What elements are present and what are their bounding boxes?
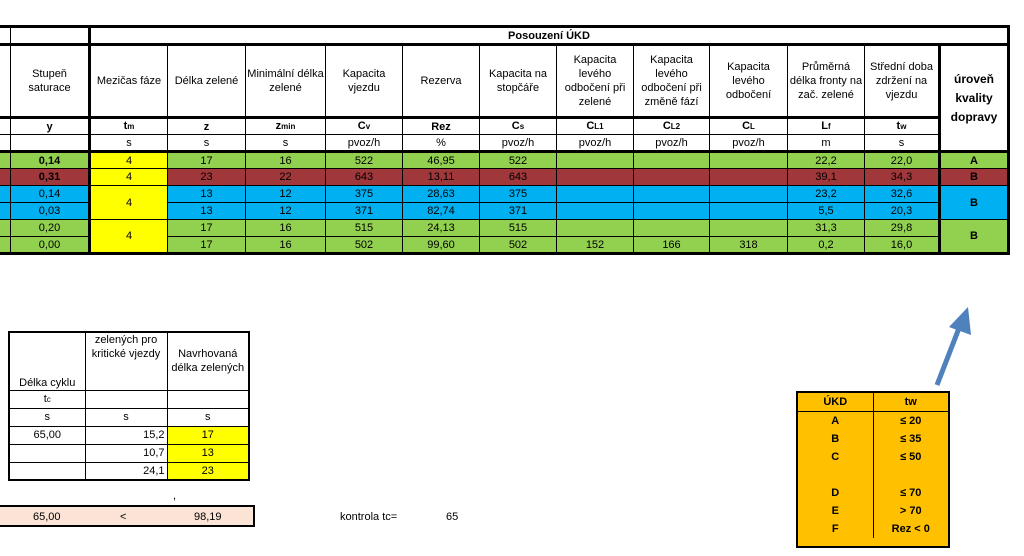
check-value: 65 — [446, 511, 459, 523]
cell-lf[interactable]: 31,3 — [788, 220, 865, 237]
cell-zmin[interactable]: 16 — [246, 152, 326, 169]
cell-critical[interactable]: 10,7 — [85, 444, 167, 462]
symbol-sub: c — [46, 394, 51, 404]
symbol-cv[interactable] — [326, 118, 403, 135]
cell-cl[interactable] — [710, 186, 788, 203]
cell[interactable] — [0, 203, 11, 220]
cell-y[interactable]: 0,00 — [11, 237, 90, 254]
cell[interactable] — [0, 45, 11, 118]
cell-rez[interactable]: 46,95 — [403, 152, 480, 169]
cell[interactable] — [167, 390, 249, 408]
comma-mark: , — [173, 490, 177, 502]
cell-cs[interactable]: 643 — [480, 169, 557, 186]
cell-cl[interactable] — [710, 220, 788, 237]
table-row — [0, 169, 1009, 186]
cell-cl1[interactable] — [557, 203, 634, 220]
symbol-z[interactable] — [168, 118, 246, 135]
header-min-green[interactable]: Minimální délka zelené — [246, 45, 326, 118]
symbol-sub: f — [828, 122, 831, 131]
cell-lf[interactable]: 23,2 — [788, 186, 865, 203]
unit-proposed[interactable]: s — [167, 408, 249, 426]
header-proposed-green[interactable]: Navrhovaná délka zelených — [167, 332, 249, 390]
cell-z[interactable]: 13 — [168, 186, 246, 203]
cell-cs[interactable]: 502 — [480, 237, 557, 254]
cell[interactable] — [9, 444, 85, 462]
cell-lf[interactable]: 0,2 — [788, 237, 865, 254]
symbol-text: y — [46, 120, 53, 133]
cell-cv[interactable]: 643 — [326, 169, 403, 186]
legend-value[interactable]: ≤ 35 — [873, 430, 948, 448]
cell-cs[interactable]: 515 — [480, 220, 557, 237]
cycle-length-table — [8, 331, 250, 481]
cell-tw[interactable]: 34,3 — [865, 169, 940, 186]
cell[interactable] — [0, 118, 11, 135]
symbol-sub: L — [750, 122, 755, 131]
header-stopline-capacity[interactable]: Kapacita na stopčáře — [480, 45, 557, 118]
arrow-up-right-icon — [925, 305, 975, 390]
cell[interactable] — [9, 462, 85, 480]
cell-lf[interactable]: 39,1 — [788, 169, 865, 186]
symbol-sub: L2 — [670, 122, 681, 131]
legend-level[interactable]: F — [831, 523, 839, 535]
cell-cl2[interactable] — [634, 220, 710, 237]
cell[interactable] — [0, 169, 11, 186]
legend-value[interactable]: ≤ 50 — [873, 448, 948, 466]
symbol-y[interactable] — [11, 118, 90, 135]
symbol-sub: s — [519, 122, 525, 131]
symbol-text: C — [586, 120, 595, 132]
legend-header-tw[interactable]: tw — [873, 393, 948, 412]
cell[interactable] — [85, 390, 167, 408]
cell-zmin[interactable]: 12 — [246, 203, 326, 220]
cell-cl[interactable]: 318 — [710, 237, 788, 254]
cell[interactable] — [0, 186, 11, 203]
cell[interactable] — [0, 135, 11, 152]
header-saturation[interactable]: Stupeň saturace — [11, 45, 90, 118]
ukd-assessment-table — [0, 25, 1010, 255]
level-cell[interactable]: B — [940, 186, 1009, 220]
table-row — [0, 152, 1009, 169]
cell-tw[interactable]: 32,6 — [865, 186, 940, 203]
cell-cl1[interactable] — [557, 220, 634, 237]
cell-rez[interactable]: 28,63 — [403, 186, 480, 203]
cell-cv[interactable]: 375 — [326, 186, 403, 203]
cell-cl[interactable] — [710, 169, 788, 186]
symbol-sub: L1 — [594, 122, 604, 131]
check-right-value[interactable]: 98,19 — [194, 511, 222, 523]
cell-rez[interactable]: 24,13 — [403, 220, 480, 237]
cell-z[interactable]: 17 — [168, 237, 246, 254]
unit-zmin[interactable]: s — [246, 135, 326, 152]
header-left-change[interactable]: Kapacita levého odbočení při změně fází — [634, 45, 710, 118]
symbol-cs[interactable] — [480, 118, 557, 135]
header-cycle-length[interactable]: Délka cyklu — [9, 332, 85, 390]
header-delay[interactable]: Střední doba zdržení na vjezdu — [865, 45, 940, 118]
symbol-tc[interactable] — [9, 390, 85, 408]
symbol-tm[interactable] — [90, 118, 168, 135]
cell[interactable] — [0, 27, 11, 45]
cycle-check-row — [0, 505, 255, 527]
legend-level[interactable]: E — [831, 505, 839, 517]
cell-z[interactable]: 13 — [168, 203, 246, 220]
cell-cv[interactable]: 371 — [326, 203, 403, 220]
table-row — [0, 220, 1009, 237]
symbol-text: L — [821, 120, 829, 132]
cell-rez[interactable]: 13,11 — [403, 169, 480, 186]
level-cell[interactable]: B — [940, 220, 1009, 254]
symbol-cl[interactable] — [710, 118, 788, 135]
unit-tm[interactable]: s — [90, 135, 168, 152]
unit-critical[interactable]: s — [85, 408, 167, 426]
header-reserve[interactable]: Rezerva — [403, 45, 480, 118]
cell-cv[interactable]: 522 — [326, 152, 403, 169]
cell-cl1[interactable] — [557, 152, 634, 169]
symbol-tw[interactable] — [865, 118, 940, 135]
unit-tw[interactable]: s — [865, 135, 940, 152]
cell-cl[interactable] — [710, 152, 788, 169]
cell-cs[interactable]: 522 — [480, 152, 557, 169]
symbol-lf[interactable] — [788, 118, 865, 135]
cell-lf[interactable]: 5,5 — [788, 203, 865, 220]
cell-cv[interactable]: 502 — [326, 237, 403, 254]
unit-cl2[interactable]: pvoz/h — [634, 135, 710, 152]
legend-header-level[interactable]: ÚKD — [798, 393, 873, 412]
arrow-head — [949, 307, 971, 335]
cell-cs[interactable]: 371 — [480, 203, 557, 220]
cell-cv[interactable]: 515 — [326, 220, 403, 237]
unit-lf[interactable]: m — [788, 135, 865, 152]
symbol-text: t — [123, 120, 128, 132]
cell-cl1[interactable] — [557, 169, 634, 186]
cell-tc[interactable]: 65,00 — [9, 426, 85, 444]
symbol-text: C — [357, 120, 366, 132]
level-cell[interactable]: B — [940, 169, 1009, 186]
legend-level[interactable] — [798, 466, 873, 484]
cell-cs[interactable]: 375 — [480, 186, 557, 203]
cell-tw[interactable]: 16,0 — [865, 237, 940, 254]
symbol-text: z — [203, 120, 210, 133]
symbol-text: C — [511, 120, 520, 132]
symbol-text: z — [275, 120, 282, 132]
symbol-sub: v — [365, 122, 371, 131]
cell-y[interactable]: 0,14 — [11, 186, 90, 203]
cell-lf[interactable]: 22,2 — [788, 152, 865, 169]
ukd-legend — [796, 391, 950, 548]
symbol-text: t — [43, 392, 47, 405]
legend-value[interactable]: > 70 — [873, 502, 948, 520]
header-critical-green[interactable]: zelených pro kritické vjezdy — [85, 332, 167, 390]
cell[interactable] — [0, 152, 11, 169]
cell-tm[interactable]: 4 — [90, 186, 168, 220]
unit-y[interactable] — [11, 135, 90, 152]
legend-value[interactable]: ≤ 70 — [873, 484, 948, 502]
legend-value[interactable]: ≤ 20 — [873, 412, 948, 431]
check-label: kontrola tc= — [340, 511, 398, 523]
cell-cl2[interactable] — [634, 203, 710, 220]
header-level[interactable]: úroveň kvality dopravy — [940, 45, 1009, 152]
cell-tm[interactable]: 4 — [90, 220, 168, 254]
legend-level[interactable]: D — [831, 487, 840, 499]
cell-rez[interactable]: 82,74 — [403, 203, 480, 220]
cell-tw[interactable]: 29,8 — [865, 220, 940, 237]
cell-proposed[interactable]: 13 — [167, 444, 249, 462]
cell-cl2[interactable] — [634, 169, 710, 186]
cell-tm[interactable]: 4 — [90, 152, 168, 169]
cell-tw[interactable]: 22,0 — [865, 152, 940, 169]
cell-cl1[interactable] — [557, 186, 634, 203]
check-left-value[interactable]: 65,00 — [33, 511, 61, 523]
symbol-text: C — [742, 120, 751, 132]
header-intergreen[interactable]: Mezičas fáze — [90, 45, 168, 118]
legend-level[interactable]: C — [831, 451, 840, 463]
cell-y[interactable]: 0,14 — [11, 152, 90, 169]
cell-zmin[interactable]: 16 — [246, 220, 326, 237]
cell-zmin[interactable]: 12 — [246, 186, 326, 203]
symbol-text: C — [662, 120, 671, 132]
cell-z[interactable]: 23 — [168, 169, 246, 186]
cell-critical[interactable]: 24,1 — [85, 462, 167, 480]
unit-z[interactable]: s — [168, 135, 246, 152]
legend-level[interactable]: A — [831, 415, 840, 427]
legend-level[interactable]: B — [831, 433, 840, 445]
symbol-cl2[interactable] — [634, 118, 710, 135]
cell-cl1[interactable]: 152 — [557, 237, 634, 254]
unit-cv[interactable]: pvoz/h — [326, 135, 403, 152]
symbol-sub: m — [127, 122, 135, 131]
cell-z[interactable]: 17 — [168, 220, 246, 237]
cell-cl2[interactable] — [634, 152, 710, 169]
legend-value[interactable] — [873, 466, 948, 484]
unit-cs[interactable]: pvoz/h — [480, 135, 557, 152]
cell-critical[interactable]: 15,2 — [85, 426, 167, 444]
cell-z[interactable]: 17 — [168, 152, 246, 169]
cell-proposed[interactable]: 23 — [167, 462, 249, 480]
symbol-rez[interactable] — [403, 118, 480, 135]
cell-tm[interactable]: 4 — [90, 169, 168, 186]
header-green-length[interactable]: Délka zelené — [168, 45, 246, 118]
cell[interactable] — [0, 220, 11, 237]
cell-proposed[interactable]: 17 — [167, 426, 249, 444]
symbol-cl1[interactable] — [557, 118, 634, 135]
symbol-zmin[interactable] — [246, 118, 326, 135]
cell-y[interactable]: 0,31 — [11, 169, 90, 186]
cell-cl2[interactable]: 166 — [634, 237, 710, 254]
symbol-text: Rez — [431, 120, 451, 133]
symbol-sub: w — [900, 122, 907, 131]
cell-zmin[interactable]: 16 — [246, 237, 326, 254]
arrow-shaft — [937, 323, 961, 385]
cell-rez[interactable]: 99,60 — [403, 237, 480, 254]
symbol-text: t — [896, 120, 901, 132]
cell[interactable] — [11, 27, 90, 45]
cell-zmin[interactable]: 22 — [246, 169, 326, 186]
unit-rez[interactable]: % — [403, 135, 480, 152]
unit-cl[interactable]: pvoz/h — [710, 135, 788, 152]
cell-tw[interactable]: 20,3 — [865, 203, 940, 220]
cell[interactable] — [0, 237, 11, 254]
check-operator[interactable]: < — [120, 511, 127, 523]
level-cell[interactable]: A — [940, 152, 1009, 169]
cell-cl[interactable] — [710, 203, 788, 220]
header-queue[interactable]: Průměrná délka fronty na zač. zelené — [788, 45, 865, 118]
symbol-sub: min — [281, 122, 296, 131]
cell-cl2[interactable] — [634, 186, 710, 203]
unit-tc[interactable]: s — [9, 408, 85, 426]
cell-y[interactable]: 0,20 — [11, 220, 90, 237]
unit-cl1[interactable]: pvoz/h — [557, 135, 634, 152]
header-left-green[interactable]: Kapacita levého odbočení při zelené — [557, 45, 634, 118]
table-row — [0, 186, 1009, 203]
group-header[interactable]: Posouzení ÚKD — [90, 27, 1009, 45]
cell-y[interactable]: 0,03 — [11, 203, 90, 220]
header-capacity[interactable]: Kapacita vjezdu — [326, 45, 403, 118]
header-left-capacity[interactable]: Kapacita levého odbočení — [710, 45, 788, 118]
legend-value[interactable]: Rez < 0 — [873, 520, 948, 538]
